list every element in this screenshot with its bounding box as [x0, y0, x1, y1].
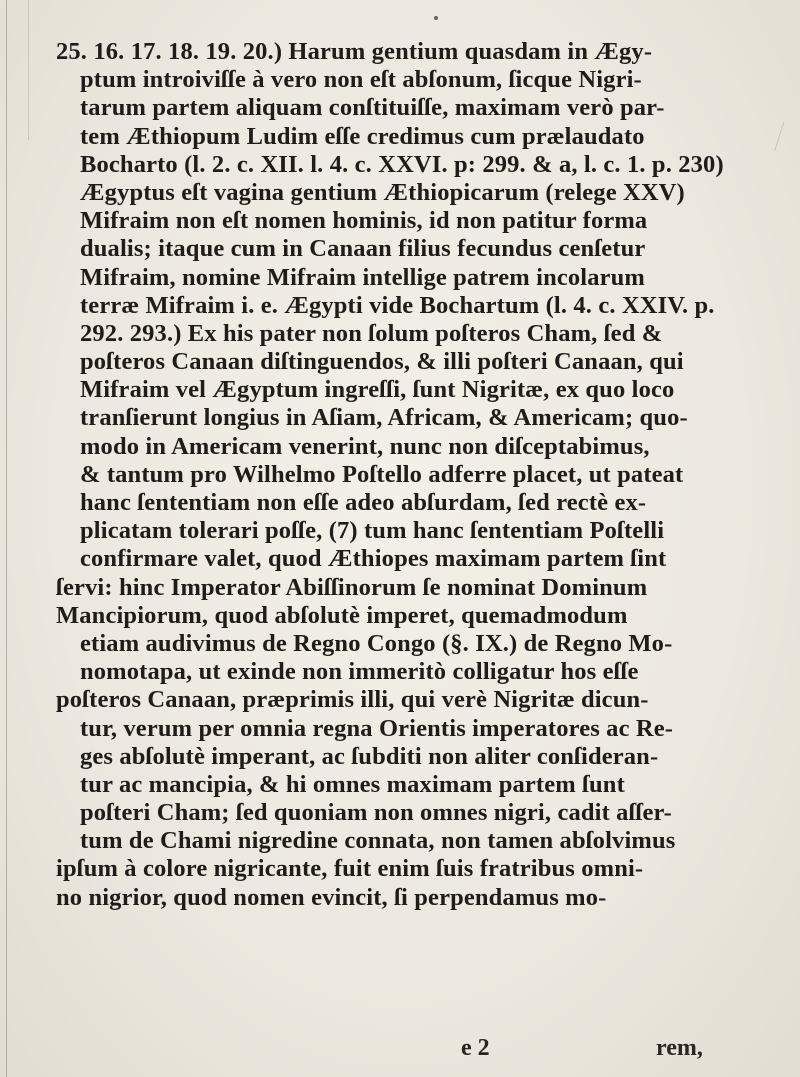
text-line: plicatam tolerari poſſe, (7) tum hanc ſententiam Poſtelli: [80, 517, 665, 545]
text-line: dualis; itaque cum in Canaan filius fecundus cenſetur: [80, 235, 646, 263]
text-line: 25. 16. 17. 18. 19. 20.) Harum gentium quasdam in Ægy-: [56, 38, 653, 65]
text-line: nomotapa, ut exinde non immeritò colligatur hos eſſe: [80, 658, 639, 686]
catchword: rem,: [656, 1035, 703, 1061]
text-line: 292. 293.) Ex his pater non ſolum poſteros Cham, ſed &: [80, 319, 663, 347]
gutter-edge: [6, 0, 7, 1077]
text-line: hanc ſententiam non eſſe adeo abſurdam, ſed rectè ex-: [80, 489, 647, 516]
text-line: poſteros Canaan diſtinguendos, & illi poſteri Canaan, qui: [80, 348, 684, 376]
text-line: Mifraim, nomine Mifraim intellige patrem incolarum: [80, 263, 645, 291]
text-line: ptum introiviſſe à vero non eſt abſonum, ſicque Nigri-: [80, 66, 642, 94]
text-line: etiam audivimus de Regno Congo (§. IX.) de Regno Mo-: [80, 629, 673, 657]
text-line: modo in Americam venerint, nunc non diſceptabimus,: [80, 432, 650, 460]
text-line: ges abſolutè imperant, ac ſubditi non aliter conſideran-: [80, 742, 659, 770]
text-line: Mancipiorum, quod abſolutè imperet, quemadmodum: [56, 601, 628, 629]
ink-speck: [434, 16, 438, 20]
text-line: confirmare valet, quod Æthiopes maximam partem ſint: [80, 545, 667, 573]
text-line: tur, verum per omnia regna Orientis imperatores ac Re-: [80, 714, 674, 742]
body-text: [56, 38, 746, 912]
text-line: tum de Chami nigredine connata, non tamen abſolvimus: [80, 827, 676, 855]
text-line: Ægyptus eſt vagina gentium Æthiopicarum (relege XXV): [80, 178, 685, 206]
text-line: tarum partem aliquam conſtituiſſe, maximam verò par-: [80, 94, 665, 122]
text-line: Mifraim non eſt nomen hominis, id non patitur forma: [80, 207, 648, 235]
text-line: ipſum à colore nigricante, fuit enim ſuis fratribus omni-: [56, 855, 644, 883]
text-line: no nigrior, quod nomen evincit, ſi perpendamus mo-: [56, 883, 607, 911]
signature-mark: e 2: [461, 1035, 490, 1061]
text-line: poſteros Canaan, præprimis illi, qui verè Nigritæ dicun-: [56, 686, 649, 714]
text-line: Mifraim vel Ægyptum ingreſſi, ſunt Nigritæ, ex quo loco: [80, 376, 675, 404]
text-line: tem Æthiopum Ludim eſſe credimus cum prælaudato: [80, 122, 645, 150]
margin-mark: [765, 119, 785, 151]
text-line: terræ Mifraim i. e. Ægypti vide Bochartum (l. 4. c. XXIV. p.: [80, 291, 715, 319]
text-line: tur ac mancipia, & hi omnes maximam partem ſunt: [80, 770, 625, 798]
text-line: ſervi: hinc Imperator Abiſſinorum ſe nominat Dominum: [56, 573, 648, 601]
text-line: poſteri Cham; ſed quoniam non omnes nigri, cadit aſſer-: [80, 799, 672, 827]
text-line: Bocharto (l. 2. c. XII. l. 4. c. XXVI. p: 299. & a, l. c. 1. p. 230): [80, 150, 724, 178]
page-footer: [56, 1035, 746, 1065]
gutter-shadow: [28, 0, 29, 140]
text-line: tranſierunt longius in Aſiam, Africam, & Americam; quo-: [80, 404, 688, 432]
text-line: & tantum pro Wilhelmo Poſtello adferre placet, ut pateat: [80, 460, 684, 488]
